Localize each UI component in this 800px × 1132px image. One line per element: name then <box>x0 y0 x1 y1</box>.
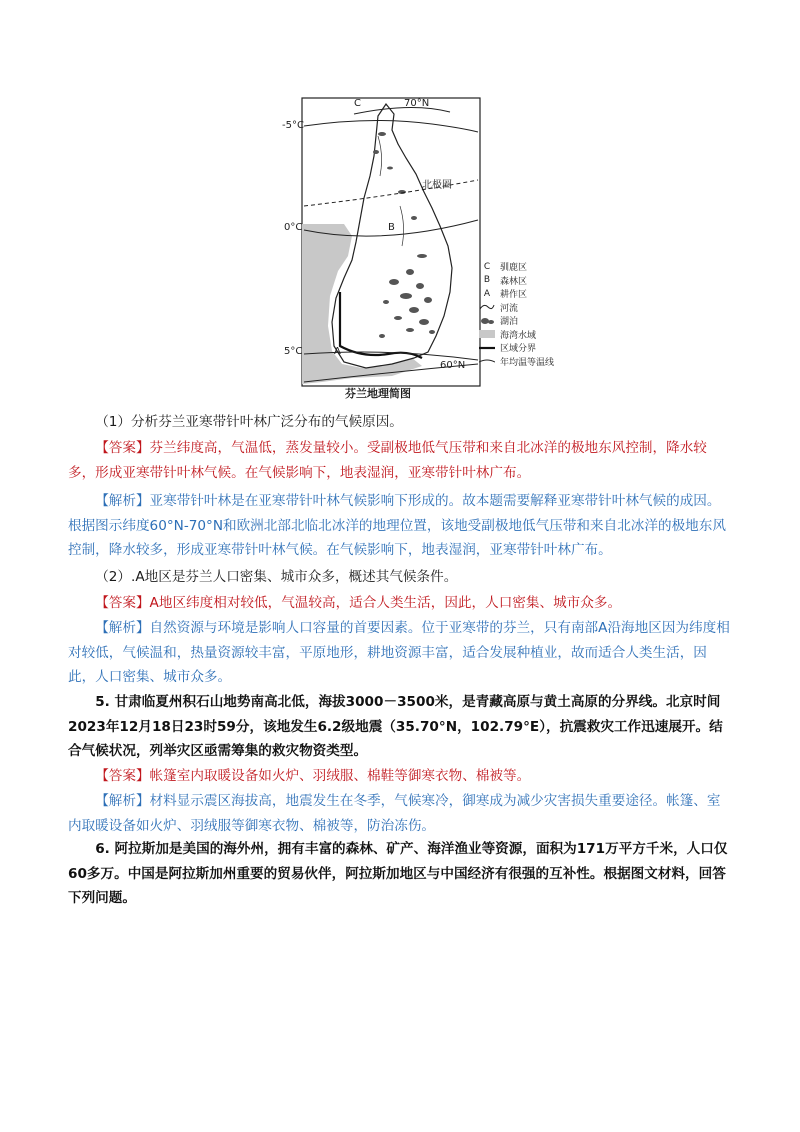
label-region-b: B <box>388 222 395 233</box>
label-region-a: A <box>334 346 341 357</box>
legend-label: 河流 <box>500 303 519 314</box>
question-2-block <box>68 565 734 590</box>
question-1: （1）分析芬兰亚寒带针叶林广泛分布的气候原因。 <box>95 414 403 430</box>
legend-item <box>478 287 588 301</box>
legend-key: B <box>483 275 491 286</box>
explanation-5: 【解析】材料显示震区海拔高，地震发生在冬季，气候寒冷，御寒成为减少灾害损失重要途径。帐篷、室内取暖设备如火炉、羽绒服等御寒衣物、棉被等，防治冻伤。 <box>68 793 721 834</box>
label-iso-m5: -5°C <box>282 120 304 131</box>
question-2: （2）.A地区是芬兰人口密集、城市众多，概述其气候条件。 <box>95 569 458 585</box>
legend-key: A <box>483 288 491 299</box>
legend-label: 湖泊 <box>500 317 519 328</box>
question-1-block <box>68 410 734 435</box>
explanation-2: 【解析】自然资源与环境是影响人口容量的首要因素。位于亚寒带的芬兰，只有南部A沿海地区因为纬度相对较低，气候温和，热量资源较丰富，平原地形，耕地资源丰富，适合发展种植业，故而适合人类生活，因此，人口密集、城市众多。 <box>68 620 730 685</box>
question-6-block <box>68 837 734 911</box>
question-6: 6. 阿拉斯加是美国的海外州，拥有丰富的森林、矿产、海洋渔业等资源，面积为171万平方千米，人口仅60多万。中国是阿拉斯加州重要的贸易伙伴，阿拉斯加地区与中国经济有很强的互补性。根据图文材料，回答下列问题。 <box>68 841 728 906</box>
label-iso-0: 0°C <box>284 222 303 233</box>
answer-2: 【答案】A地区纬度相对较低，气温较高，适合人类生活，因此，人口密集、城市众多。 <box>95 595 622 611</box>
legend-label: 森林区 <box>500 276 528 287</box>
legend-label: 海湾水域 <box>500 330 537 341</box>
answer-2-block <box>68 591 734 616</box>
answer-1: 【答案】芬兰纬度高，气温低，蒸发量较小。受副极地低气压带和来自北冰洋的极地东风控制，降水较多，形成亚寒带针叶林气候。在气候影响下，地表湿润，亚寒带针叶林广布。 <box>68 440 707 481</box>
answer-1-block <box>68 436 734 485</box>
boundary-symbol-icon <box>478 345 496 351</box>
question-5: 5. 甘肃临夏州积石山地势南高北低，海拔3000－3500米，是青藏高原与黄土高原的分界线。北京时间2023年12月18日23时59分，该地发生6.2级地震（35.70°N，102.79°E），抗震救灾工作迅速展开。结合气候状况，列举灾区亟需筹集的救灾物资类型。 <box>68 694 723 759</box>
legend-label: 耕作区 <box>500 290 528 301</box>
label-arctic-circle: 北极圈 <box>422 180 452 191</box>
legend-item <box>478 314 588 328</box>
legend-item <box>478 341 588 355</box>
legend-label: 驯鹿区 <box>500 263 528 274</box>
legend-label: 年均温等温线 <box>500 357 555 368</box>
legend-key: C <box>483 261 491 272</box>
legend-item <box>478 274 588 288</box>
legend-item <box>478 328 588 342</box>
explanation-2-block <box>68 616 734 690</box>
sea-symbol-icon <box>478 329 496 339</box>
figure-caption: 芬兰地理简图 <box>345 387 411 400</box>
label-c-top: C <box>354 98 361 109</box>
question-5-block <box>68 690 734 764</box>
legend-label: 区域分界 <box>500 344 537 355</box>
label-lat-60: 60°N <box>440 360 466 371</box>
legend-item <box>478 260 588 274</box>
explanation-1: 【解析】亚寒带针叶林是在亚寒带针叶林气候影响下形成的。故本题需要解释亚寒带针叶林气候的成因。根据图示纬度60°N-70°N和欧洲北部北临北冰洋的地理位置，该地受副极地低气压带和来自北冰洋的极地东风控制，降水较多，形成亚寒带针叶林气候。在气候影响下，地表湿润，亚寒带针叶林广布。 <box>68 493 726 558</box>
label-iso-5: 5°C <box>284 346 303 357</box>
explanation-5-block <box>68 789 734 838</box>
map-legend <box>478 260 588 368</box>
lake-symbol-icon <box>478 316 496 326</box>
explanation-1-block <box>68 489 734 563</box>
river-symbol-icon <box>478 303 496 311</box>
legend-item <box>478 301 588 315</box>
isotherm-symbol-icon <box>478 358 496 364</box>
label-lat-70: 70°N <box>404 98 430 109</box>
answer-5-block <box>68 764 734 789</box>
answer-5: 【答案】帐篷室内取暖设备如火炉、羽绒服、棉鞋等御寒衣物、棉被等。 <box>95 768 531 784</box>
legend-item <box>478 355 588 369</box>
